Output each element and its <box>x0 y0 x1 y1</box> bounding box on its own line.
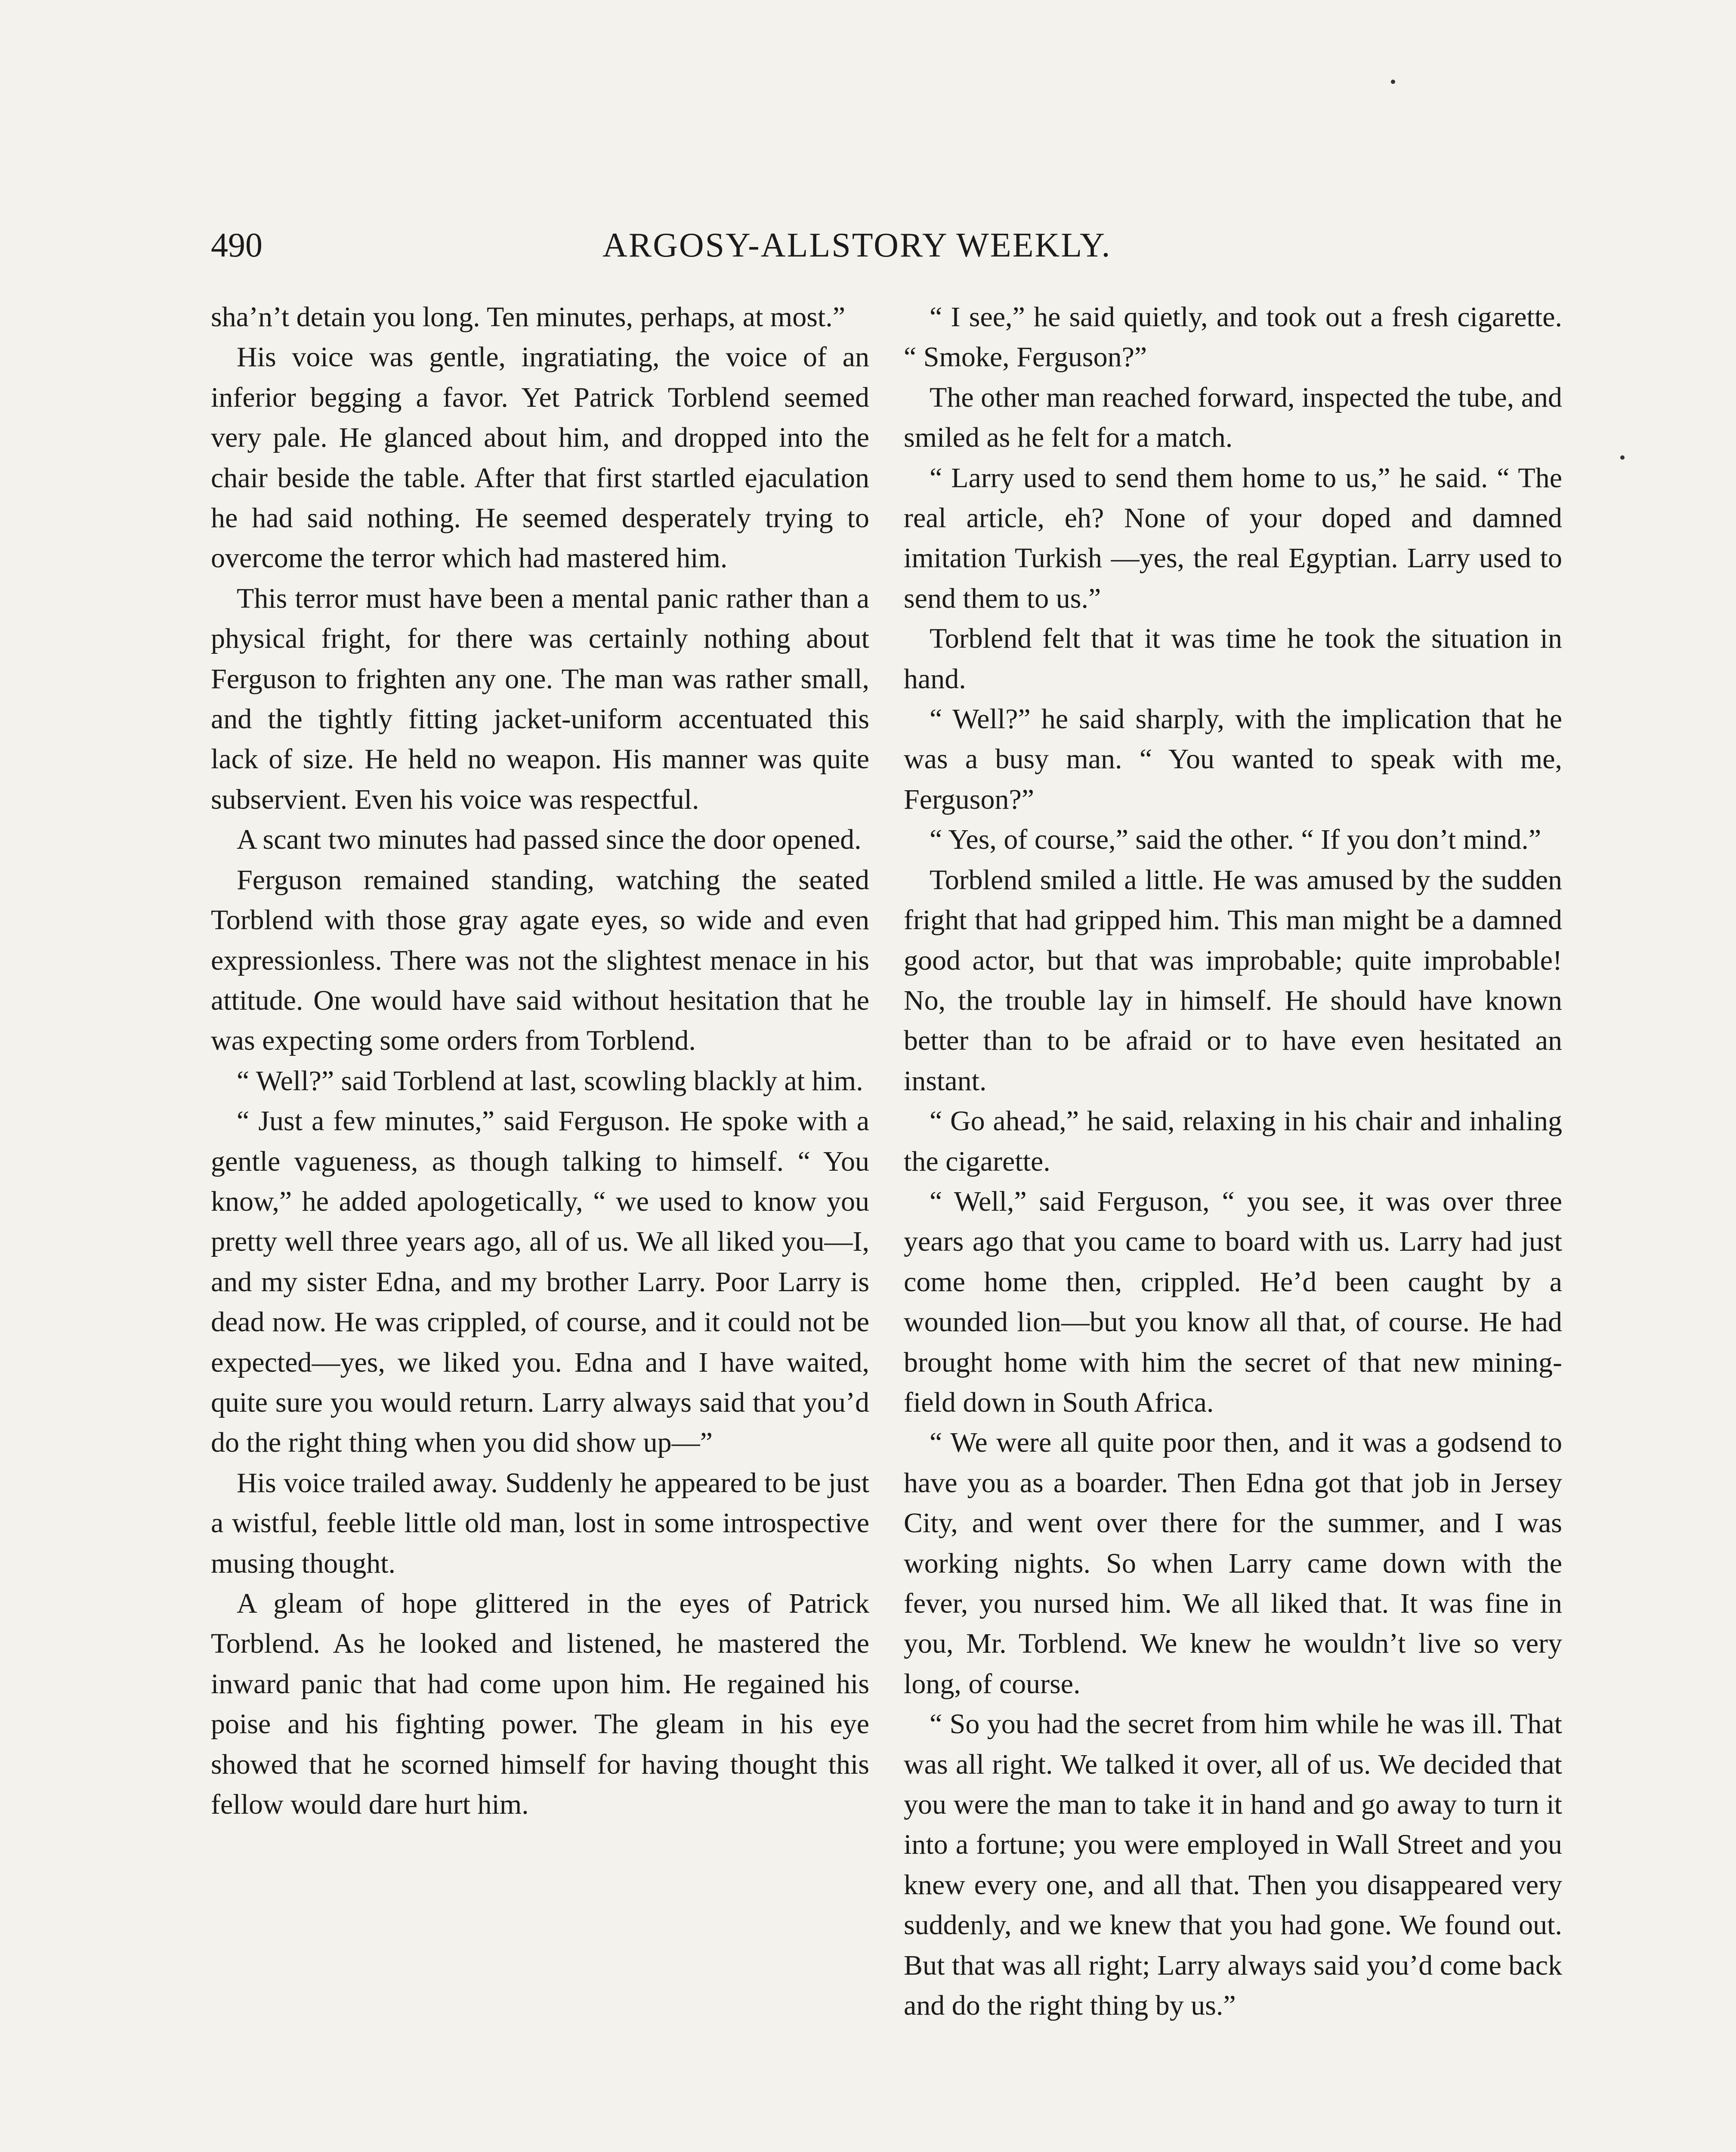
paragraph: “ Larry used to send them home to us,” he said. “ The real article, eh? None of your doped and damned imitation Turkish —yes, the real Egyptian. Larry used to send them to us.” <box>904 462 1562 614</box>
paragraph: His voice trailed away. Suddenly he appeared to be just a wistful, feeble little old man, lost in some introspective musing thought. <box>211 1467 869 1579</box>
page-header <box>0 220 1736 271</box>
ink-speck <box>1620 455 1625 460</box>
running-head: ARGOSY-ALLSTORY WEEKLY. <box>602 226 1112 264</box>
paragraph: Torblend smiled a little. He was amused by the sudden fright that had gripped him. This man might be a damned good actor, but that was improbable; quite improbable! No, the trouble lay in himself. He should have known better than to be afraid or to have even hesitated an instant. <box>904 864 1562 1097</box>
paragraph: “ We were all quite poor then, and it was a godsend to have you as a boarder. Then Edna got that job in Jersey City, and went over there for the summer, and I was working nights. So when Larry came down with the fever, you nursed him. We all liked that. It was fine in you, Mr. Torblend. We knew he wouldn’t live so very long, of course. <box>904 1427 1562 1700</box>
paragraph: His voice was gentle, ingratiating, the voice of an inferior begging a favor. Yet Patrick Torblend seemed very pale. He glanced about him, and dropped into the chair beside the table. After that first startled ejaculation he had said nothing. He seemed desperately trying to overcome the terror which had mastered him. <box>211 341 869 574</box>
paragraph: The other man reached forward, inspected the tube, and smiled as he felt for a match. <box>904 381 1562 454</box>
paragraph: “ Well?” he said sharply, with the implication that he was a busy man. “ You wanted to speak with me, Ferguson?” <box>904 703 1562 815</box>
paragraph: “ Well,” said Ferguson, “ you see, it was over three years ago that you came to board with us. Larry had just come home then, crippled. He’d been caught by a wounded lion—but you know all that, of course. He had brought home with him the secret of that new mining-field down in South Africa. <box>904 1185 1562 1418</box>
paragraph: A scant two minutes had passed since the door opened. <box>237 824 862 856</box>
paragraph: Torblend felt that it was time he took the situation in hand. <box>904 623 1562 695</box>
paragraph: “ Yes, of course,” said the other. “ If you don’t mind.” <box>930 824 1541 856</box>
paragraph: “ Well?” said Torblend at last, scowling blackly at him. <box>237 1065 863 1097</box>
paragraph: “ So you had the secret from him while he was ill. That was all right. We talked it over, all of us. We decided that you were the man to take it in hand and go away to turn it into a fortune; you were employed in Wall Street and you knew every one, and all that. Then you disappeared very suddenly, and we knew that you had gone. We found out. But that was all right; Larry always said you’d come back and do the right thing by us.” <box>904 1708 1562 2022</box>
paragraph: “ I see,” he said quietly, and took out a fresh cigarette. “ Smoke, Ferguson?” <box>904 301 1562 373</box>
paragraph: sha’n’t detain you long. Ten minutes, perhaps, at most.” <box>211 301 846 333</box>
left-column <box>211 297 869 1824</box>
paragraph: “ Go ahead,” he said, relaxing in his chair and inhaling the cigarette. <box>904 1105 1562 1177</box>
paragraph: “ Just a few minutes,” said Ferguson. He spoke with a gentle vagueness, as though talking to himself. “ You know,” he added apologetically, “ we used to know you pretty well three years ago, all of us. We all liked you—I, and my sister Edna, and my brother Larry. Poor Larry is dead now. He was crippled, of course, and it could not be expected—yes, we liked you. Edna and I have waited, quite sure you would return. Larry always said that you’d do the right thing when you did show up—” <box>211 1105 869 1459</box>
paragraph: This terror must have been a mental panic rather than a physical fright, for there was certainly nothing about Ferguson to frighten any one. The man was rather small, and the tightly fitting jacket-uniform accentuated this lack of size. He held no weapon. His manner was quite subservient. Even his voice was respectful. <box>211 582 869 815</box>
ink-speck <box>1391 80 1395 84</box>
right-column <box>904 297 1562 2025</box>
page-number: 490 <box>211 226 263 264</box>
paragraph: A gleam of hope glittered in the eyes of Patrick Torblend. As he looked and listened, he mastered the inward panic that had come upon him. He regained his poise and his fighting power. The gleam in his eye showed that he scorned himself for having thought this fellow would dare hurt him. <box>211 1588 869 1821</box>
paragraph: Ferguson remained standing, watching the seated Torblend with those gray agate eyes, so wide and even expressionless. There was not the slightest menace in his attitude. One would have said without hesitation that he was expecting some orders from Torblend. <box>211 864 869 1057</box>
